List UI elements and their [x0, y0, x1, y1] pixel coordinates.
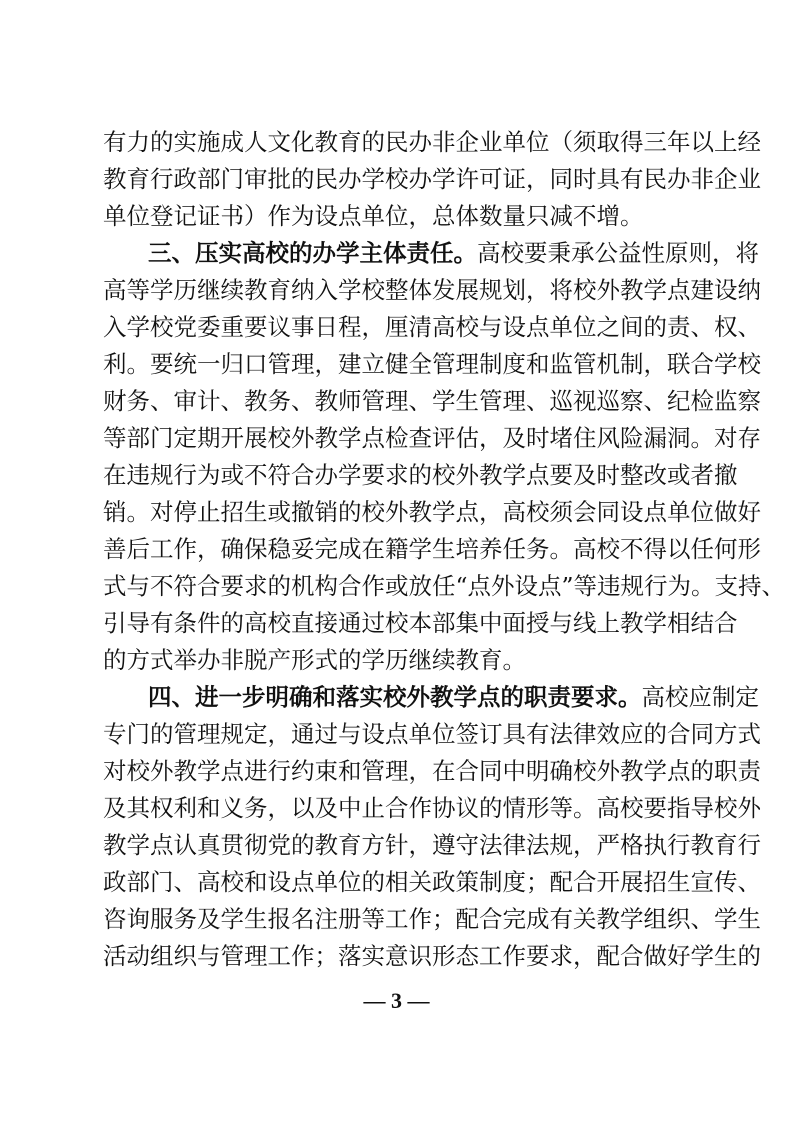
paragraph-2-line-1	[148, 237, 759, 269]
paragraph-3-line-6: 政部门、高校和设点单位的相关政策制度；配合开展招生宣传、	[103, 868, 761, 896]
paragraph-2-line-9: 善后工作，确保稳妥完成在籍学生培养任务。高校不得以任何形	[103, 535, 761, 563]
section-4-heading: 四、进一步明确和落实校外教学点的职责要求。	[148, 683, 642, 711]
paragraph-2-line-4: 利。要统一归口管理，建立健全管理制度和监管机制，联合学校	[103, 350, 761, 378]
paragraph-3-line-2: 专门的管理规定，通过与设点单位签订具有法律效应的合同方式	[103, 720, 761, 748]
paragraph-2-line-11: 引导有条件的高校直接通过校本部集中面授与线上教学相结合	[103, 609, 738, 637]
paragraph-3-line-1	[148, 681, 759, 713]
paragraph-2-line-1-rest: 高校要秉承公益性原则，将	[477, 239, 759, 267]
paragraph-3-line-7: 咨询服务及学生报名注册等工作；配合完成有关教学组织、学生	[103, 905, 761, 933]
paragraph-2-line-3: 入学校党委重要议事日程，厘清高校与设点单位之间的责、权、	[103, 313, 761, 341]
paragraph-2-line-12: 的方式举办非脱产形式的学历继续教育。	[103, 646, 526, 674]
paragraph-3-line-3: 对校外教学点进行约束和管理，在合同中明确校外教学点的职责	[103, 757, 761, 785]
paragraph-2-line-2: 高等学历继续教育纳入学校整体发展规划，将校外教学点建设纳	[103, 276, 761, 304]
paragraph-3-line-8: 活动组织与管理工作；落实意识形态工作要求，配合做好学生的	[103, 942, 761, 970]
paragraph-2-line-10: 式与不符合要求的机构合作或放任“点外设点”等违规行为。支持、	[103, 572, 786, 600]
page-number: — 3 —	[363, 988, 430, 1013]
paragraph-2-line-7: 在违规行为或不符合办学要求的校外教学点要及时整改或者撤	[103, 461, 738, 489]
paragraph-3-line-1-rest: 高校应制定	[641, 683, 759, 711]
paragraph-3-line-5: 教学点认真贯彻党的教育方针，遵守法律法规，严格执行教育行	[103, 831, 761, 859]
paragraph-1-line-1: 有力的实施成人文化教育的民办非企业单位（须取得三年以上经	[103, 128, 761, 156]
paragraph-1-line-3: 单位登记证书）作为设点单位，总体数量只减不增。	[103, 202, 644, 230]
paragraph-1-line-2: 教育行政部门审批的民办学校办学许可证，同时具有民办非企业	[103, 165, 761, 193]
section-3-heading: 三、压实高校的办学主体责任。	[148, 239, 477, 267]
paragraph-2-line-6: 等部门定期开展校外教学点检查评估，及时堵住风险漏洞。对存	[103, 424, 761, 452]
paragraph-3-line-4: 及其权利和义务，以及中止合作协议的情形等。高校要指导校外	[103, 794, 761, 822]
paragraph-2-line-5: 财务、审计、教务、教师管理、学生管理、巡视巡察、纪检监察	[103, 387, 761, 415]
paragraph-2-line-8: 销。对停止招生或撤销的校外教学点，高校须会同设点单位做好	[103, 498, 761, 526]
